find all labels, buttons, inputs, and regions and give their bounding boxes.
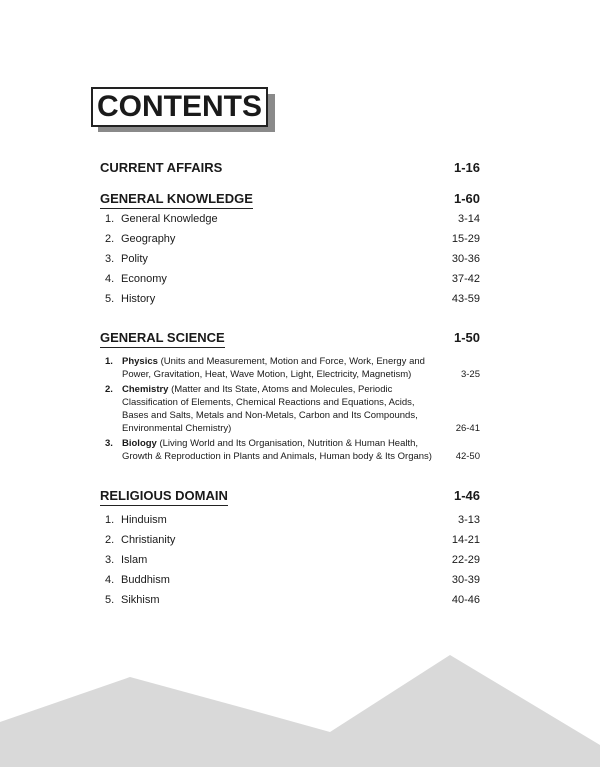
section-title: GENERAL KNOWLEDGE [100,191,253,209]
section-pages: 1-46 [453,488,480,503]
list-item [105,213,480,225]
section-title: GENERAL SCIENCE [100,330,225,348]
item-label: History [121,293,156,305]
item-number: 2. [105,534,115,546]
item-pages: 3-25 [460,369,480,380]
item-pages: 3-14 [457,213,480,225]
item-pages: 43-59 [451,293,480,305]
item-label: Buddhism [121,574,170,586]
title-block [91,87,268,127]
item-number: 1. [105,356,113,367]
item-label: General Knowledge [121,213,218,225]
list-item [105,273,480,285]
item-label: Islam [121,554,148,566]
item-number: 2. [105,233,115,245]
item-number: 1. [105,213,115,225]
item-label: Chemistry [122,384,169,395]
mountain-background [0,637,600,767]
item-label: Biology [122,438,157,449]
item-number: 5. [105,594,115,606]
item-label: Geography [121,233,176,245]
item-label: Polity [121,253,148,265]
item-pages: 30-39 [451,574,480,586]
item-pages: 40-46 [451,594,480,606]
item-detail: (Units and Measurement, Motion and Force, Work, Energy and Power, Gravitation, Heat, Wave Motion, Light, Electricity, Magnetism) [122,356,425,380]
section-general-science [100,330,480,348]
item-pages: 14-21 [451,534,480,546]
page-title: CONTENTS [91,87,268,127]
item-number: 4. [105,574,115,586]
item-number: 3. [105,554,115,566]
item-label: Sikhism [121,594,160,606]
list-item [105,253,480,265]
item-detail: (Matter and Its State, Atoms and Molecules, Periodic Classification of Elements, Chemical Reactions and Equations, Acids, Bases and Salts, Metals and Non-Metals, Carbon and Its Compounds, Environmental Chemistry) [122,384,418,434]
section-pages: 1-60 [453,191,480,206]
section-general-knowledge [100,191,480,209]
section-pages: 1-50 [453,330,480,345]
list-item [105,514,480,526]
item-number: 3. [105,253,115,265]
item-number: 5. [105,293,115,305]
item-pages: 22-29 [451,554,480,566]
item-pages: 37-42 [451,273,480,285]
item-number: 1. [105,514,115,526]
list-item [105,574,480,586]
section-religious-domain [100,488,480,506]
item-number: 4. [105,273,115,285]
list-item [105,437,480,465]
list-item [105,383,480,437]
item-pages: 3-13 [457,514,480,526]
list-item [105,233,480,245]
list-item [105,554,480,566]
item-pages: 42-50 [455,451,480,462]
section-current-affairs [100,160,480,175]
section-pages: 1-16 [453,160,480,175]
list-item [105,293,480,305]
item-pages: 15-29 [451,233,480,245]
list-item [105,355,480,383]
list-item [105,594,480,606]
list-item [105,534,480,546]
item-pages: 30-36 [451,253,480,265]
item-label: Economy [121,273,167,285]
item-pages: 26-41 [455,423,480,434]
item-number: 2. [105,384,113,395]
section-title: CURRENT AFFAIRS [100,160,223,175]
item-label: Christianity [121,534,176,546]
mountain-shape [0,655,600,767]
item-label: Physics [122,356,158,367]
item-label: Hinduism [121,514,167,526]
item-detail: (Living World and Its Organisation, Nutrition & Human Health, Growth & Reproduction in Plants and Animals, Human body & Its Organs) [122,438,432,462]
item-number: 3. [105,438,113,449]
section-title: RELIGIOUS DOMAIN [100,488,228,506]
